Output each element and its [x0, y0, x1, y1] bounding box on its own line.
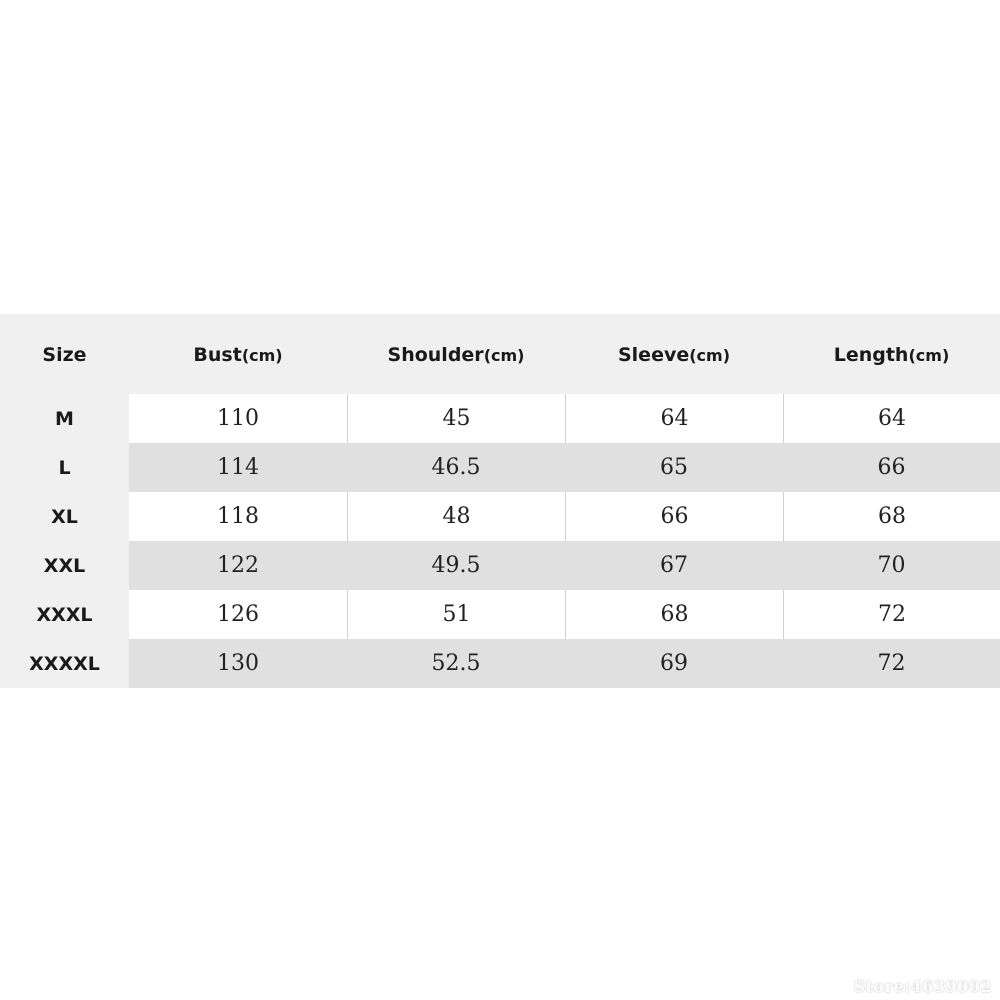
shoulder-cell: 51 [347, 590, 565, 639]
length-cell: 72 [783, 639, 1000, 688]
table-row [0, 492, 1000, 541]
table-row [0, 639, 1000, 688]
length-cell: 72 [783, 590, 1000, 639]
sleeve-cell: 66 [565, 492, 783, 541]
sleeve-cell: 69 [565, 639, 783, 688]
bust-cell: 122 [129, 541, 347, 590]
length-cell: 70 [783, 541, 1000, 590]
header-bust: Bust (cm) [193, 344, 283, 366]
table-row [0, 443, 1000, 492]
header-shoulder: Shoulder (cm) [387, 344, 525, 366]
size-cell: M [0, 394, 129, 443]
shoulder-cell: 46.5 [347, 443, 565, 492]
bust-cell: 110 [129, 394, 347, 443]
length-cell: 66 [783, 443, 1000, 492]
size-cell: XXL [0, 541, 129, 590]
bust-cell: 118 [129, 492, 347, 541]
bust-cell: 126 [129, 590, 347, 639]
bust-cell: 114 [129, 443, 347, 492]
table-row [0, 541, 1000, 590]
length-cell: 64 [783, 394, 1000, 443]
size-chart-table [0, 314, 1000, 688]
header-size: Size [0, 314, 129, 394]
store-watermark: Store:4639002 [853, 977, 992, 996]
bust-cell: 130 [129, 639, 347, 688]
header-length: Length (cm) [833, 344, 950, 366]
header-sleeve: Sleeve (cm) [617, 344, 731, 366]
size-cell: L [0, 443, 129, 492]
table-row [0, 590, 1000, 639]
sleeve-cell: 64 [565, 394, 783, 443]
sleeve-cell: 67 [565, 541, 783, 590]
length-cell: 68 [783, 492, 1000, 541]
shoulder-cell: 48 [347, 492, 565, 541]
table-header-row [0, 314, 1000, 394]
size-cell: XXXXL [0, 639, 129, 688]
size-cell: XL [0, 492, 129, 541]
shoulder-cell: 49.5 [347, 541, 565, 590]
sleeve-cell: 68 [565, 590, 783, 639]
sleeve-cell: 65 [565, 443, 783, 492]
shoulder-cell: 52.5 [347, 639, 565, 688]
shoulder-cell: 45 [347, 394, 565, 443]
table-row [0, 394, 1000, 443]
size-cell: XXXL [0, 590, 129, 639]
